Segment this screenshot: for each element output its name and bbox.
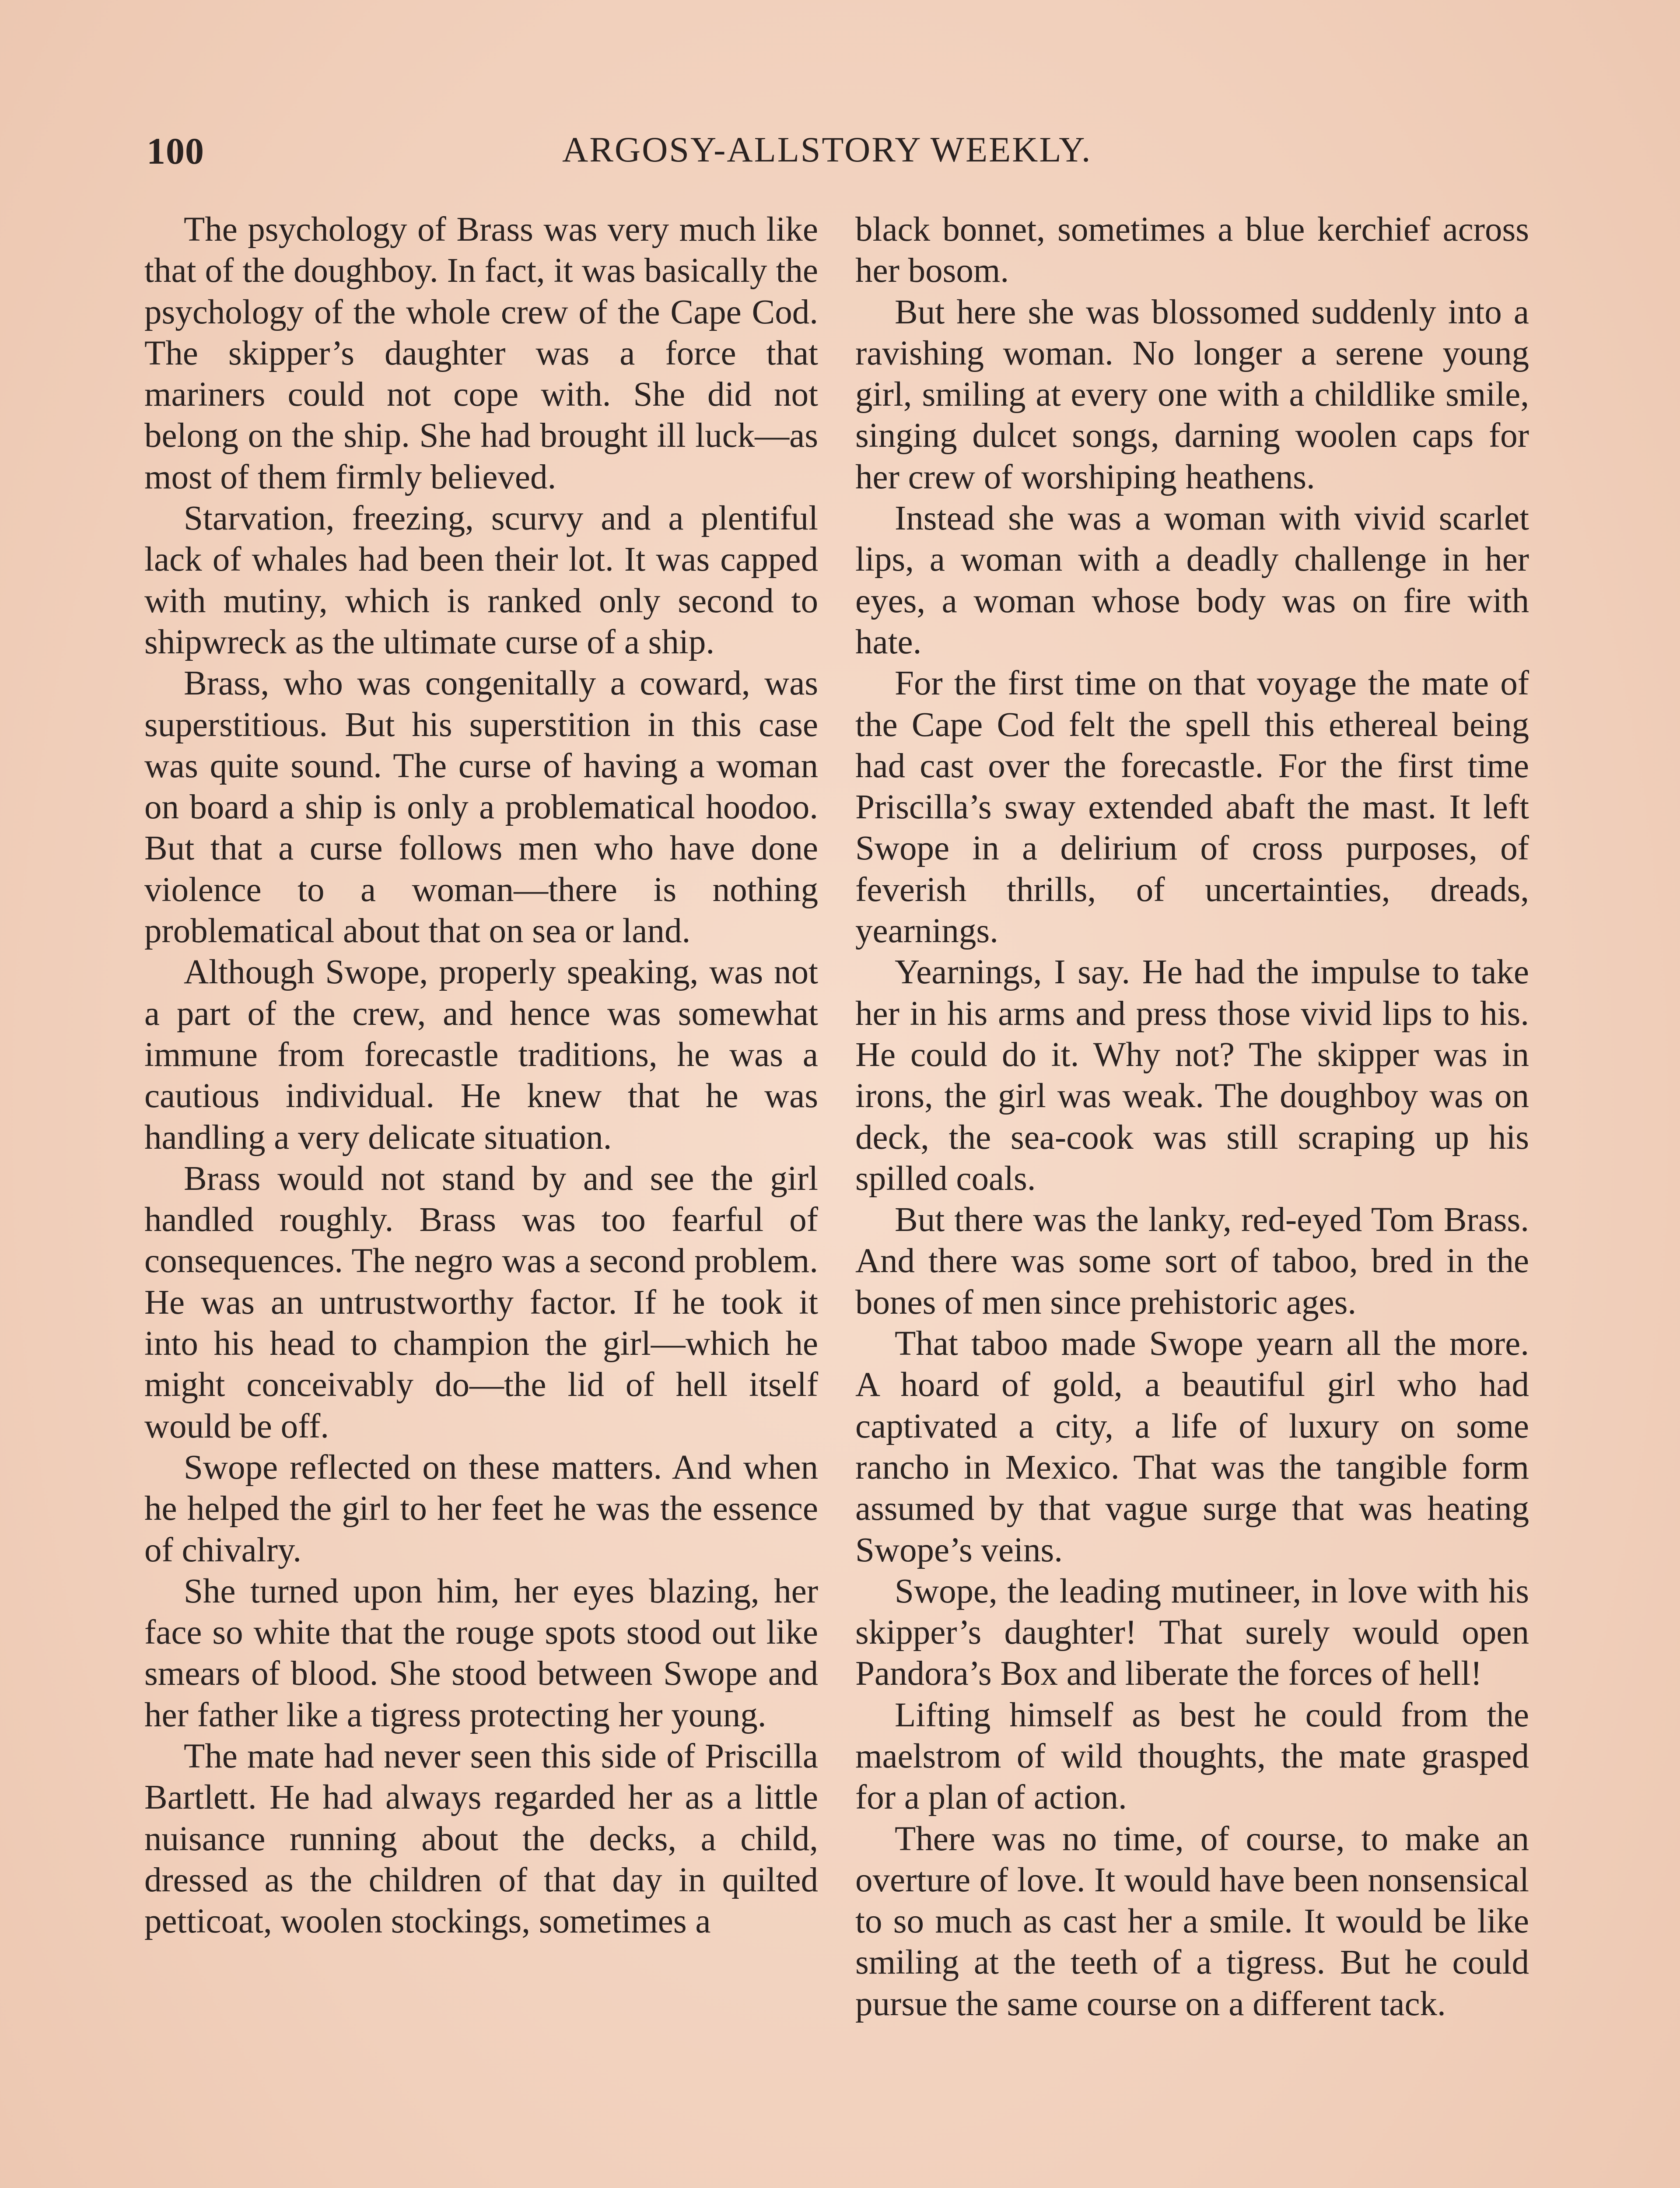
- paragraph: But there was the lanky, red-eyed Tom Brass. And there was some sort of taboo, bred in the bones of men since prehistoric ages.: [855, 1201, 1529, 1322]
- page-number: 100: [147, 130, 204, 172]
- paragraph: Swope reflected on these matters. And when he helped the girl to her feet he was the essence of chivalry.: [144, 1448, 818, 1569]
- paragraph: Instead she was a woman with vivid scarlet lips, a woman with a deadly challenge in her eyes, a woman whose body was on fire with hate.: [855, 499, 1529, 661]
- paragraph: Yearnings, I say. He had the impulse to take her in his arms and press those vivid lips to his. He could do it. Why not? The skipper was in irons, the girl was weak. The doughboy was on deck, the sea-cook was still scraping up his spilled coals.: [855, 953, 1529, 1198]
- paragraph: There was no time, of course, to make an overture of love. It would have been nonsensical to so much as cast her a smile. It would be like smiling at the teeth of a tigress. But he could pursue the same course on a different tack.: [855, 1820, 1529, 2023]
- running-head: ARGOSY-ALLSTORY WEEKLY.: [562, 130, 1092, 169]
- paragraph: Lifting himself as best he could from the maelstrom of wild thoughts, the mate grasped for a plan of action.: [855, 1696, 1529, 1817]
- page-header: [147, 129, 1135, 182]
- paragraph: That taboo made Swope yearn all the more. A hoard of gold, a beautiful girl who had captivated a city, a life of luxury on some rancho in Mexico. That was the tangible form assumed by that vague surge that was heating Swope’s veins.: [855, 1325, 1529, 1569]
- paragraph: But here she was blossomed suddenly into a ravishing woman. No longer a serene young girl, smiling at every one with a childlike smile, singing dulcet songs, darning woolen caps for her crew of worshiping heathens.: [855, 293, 1529, 496]
- paragraph: She turned upon him, her eyes blazing, her face so white that the rouge spots stood out like smears of blood. She stood between Swope and her father like a tigress protecting her young.: [144, 1572, 818, 1734]
- paragraph: Although Swope, properly speaking, was not a part of the crew, and hence was somewhat immune from forecastle traditions, he was a cautious individual. He knew that he was handling a very delicate situation.: [144, 953, 818, 1157]
- right-column: [855, 209, 1529, 2025]
- paragraph: Brass would not stand by and see the girl handled roughly. Brass was too fearful of consequences. The negro was a second problem. He was an untrustworthy factor. If he took it into his head to champion the girl—which he might conceivably do—the lid of hell itself would be off.: [144, 1159, 818, 1445]
- paragraph: For the first time on that voyage the mate of the Cape Cod felt the spell this ethereal being had cast over the forecastle. For the first time Priscilla’s sway extended abaft the mast. It left Swope in a delirium of cross purposes, of feverish thrills, of uncertainties, dreads, yearnings.: [855, 664, 1529, 950]
- continued-paragraph: black bonnet, sometimes a blue kerchief across her bosom.: [855, 210, 1529, 290]
- paragraph: Starvation, freezing, scurvy and a plentiful lack of whales had been their lot. It was capped with mutiny, which is ranked only second to shipwreck as the ultimate curse of a ship.: [144, 499, 818, 661]
- paragraph: The psychology of Brass was very much like that of the doughboy. In fact, it was basically the psychology of the whole crew of the Cape Cod. The skipper’s daughter was a force that mariners could not cope with. She did not belong on the ship. She had brought ill luck—as most of them firmly believed.: [144, 210, 818, 496]
- paragraph: The mate had never seen this side of Priscilla Bartlett. He had always regarded her as a little nuisance running about the decks, a child, dressed as the children of that day in quilted petticoat, woolen stockings, sometimes a: [144, 1737, 818, 1941]
- left-column: [144, 209, 818, 1942]
- paragraph: Swope, the leading mutineer, in love with his skipper’s daughter! That surely would open Pandora’s Box and liberate the forces of hell!: [855, 1572, 1529, 1693]
- paragraph: Brass, who was congenitally a coward, was superstitious. But his superstition in this case was quite sound. The curse of having a woman on board a ship is only a problematical hoodoo. But that a curse follows men who have done violence to a woman—there is nothing problematical about that on sea or land.: [144, 664, 818, 950]
